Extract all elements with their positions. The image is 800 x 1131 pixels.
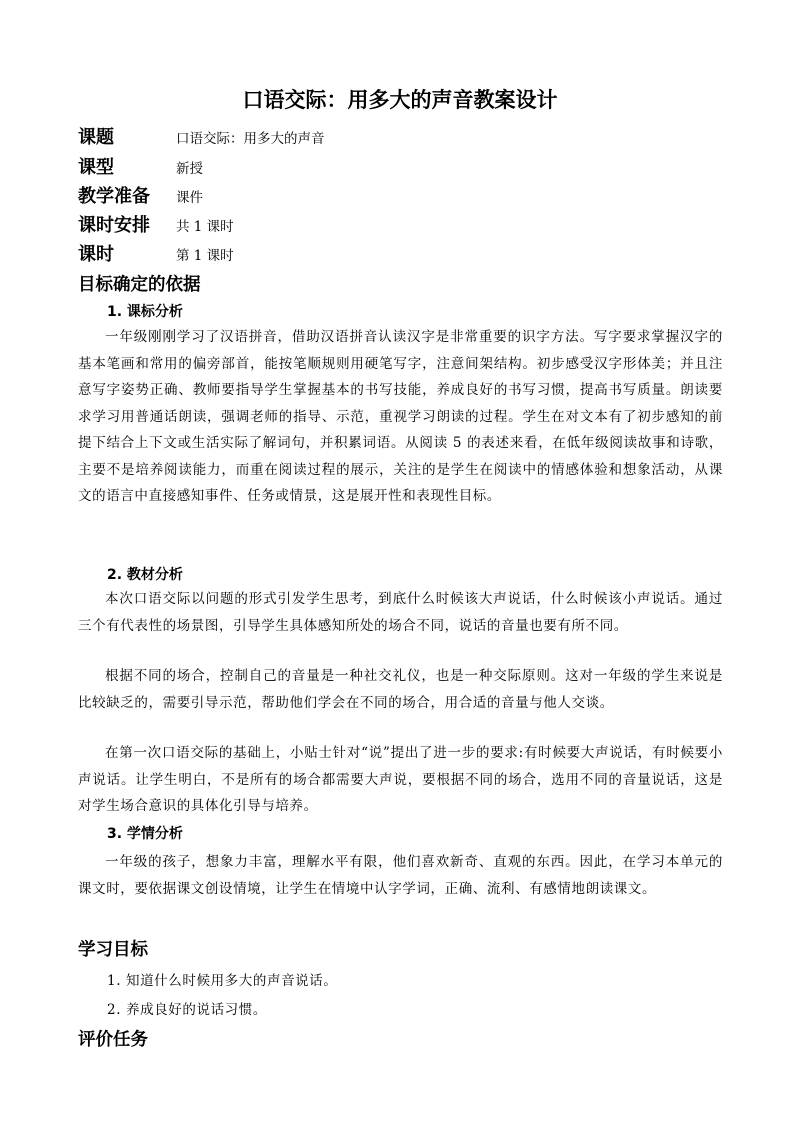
paragraph-textbook-3: 在第一次口语交际的基础上，小贴士针对“说”提出了进一步的要求:有时候要大声说话，有时候要小声说话。让学生明白，不是所有的场合都需要大声说，要根据不同的场合，选用不同的音量说话，这是对学生场合意识的具体化引导与培养。 [78,745,723,814]
subsection-heading-curriculum: 1. 课标分析 [107,304,183,320]
section-heading-basis: 目标确定的依据 [78,275,201,295]
meta-value: 课件 [176,190,203,206]
document-title: 口语交际：用多大的声音教案设计 [242,88,558,112]
meta-label: 课题 [78,127,114,148]
meta-label: 课型 [78,157,114,178]
paragraph-textbook-2: 根据不同的场合，控制自己的音量是一种社交礼仪，也是一种交际原则。这对一年级的学生来说是比较缺乏的，需要引导示范，帮助他们学会在不同的场合，用合适的音量与他人交谈。 [78,668,723,711]
meta-value: 口语交际：用多大的声音 [176,131,325,147]
subsection-heading-textbook: 2. 教材分析 [107,567,183,583]
subsection-heading-students: 3. 学情分析 [107,826,183,842]
meta-label: 课时 [78,244,114,265]
objective-item-2: 2. 养成良好的说话习惯。 [107,1002,267,1018]
paragraph-students: 一年级的孩子，想象力丰富，理解水平有限，他们喜欢新奇、直观的东西。因此，在学习本单元的课文时，要依据课文创设情境，让学生在情境中认字学词，正确、流利、有感情地朗读课文。 [78,854,723,897]
section-heading-evaluation: 评价任务 [78,1030,148,1050]
meta-value: 第 1 课时 [176,248,234,264]
meta-value: 新授 [176,161,203,177]
paragraph-curriculum: 一年级刚刚学习了汉语拼音，借助汉语拼音认读汉字是非常重要的识字方法。写字要求掌握汉字的基本笔画和常用的偏旁部首，能按笔顺规则用硬笔写字，注意间架结构。初步感受汉字形体美；并且注意写字姿势正确、教师要指导学生掌握基本的书写技能，养成良好的书写习惯，提高书写质量。朗读要求学习用普通话朗读，强调老师的指导、示范，重视学习朗读的过程。学生在对文本有了初步感知的前提下结合上下文或生活实际了解词句，并积累词语。从阅读 5 的表述来看，在低年级阅读故事和诗歌，主要不是培养阅读能力，而重在阅读过程的展示，关注的是学生在阅读中的情感体验和想象活动，从课文的语言中直接感知事件、任务或情景，这是展开性和表现性目标。 [78,329,723,504]
meta-value: 共 1 课时 [176,219,234,235]
meta-label: 教学准备 [78,186,150,207]
section-heading-objectives: 学习目标 [78,940,148,960]
objective-item-1: 1. 知道什么时候用多大的声音说话。 [107,973,338,989]
paragraph-textbook-1: 本次口语交际以问题的形式引发学生思考，到底什么时候该大声说话，什么时候该小声说话。通过三个有代表性的场景图，引导学生具体感知所处的场合不同，说话的音量也要有所不同。 [78,591,723,634]
meta-label: 课时安排 [78,215,150,236]
